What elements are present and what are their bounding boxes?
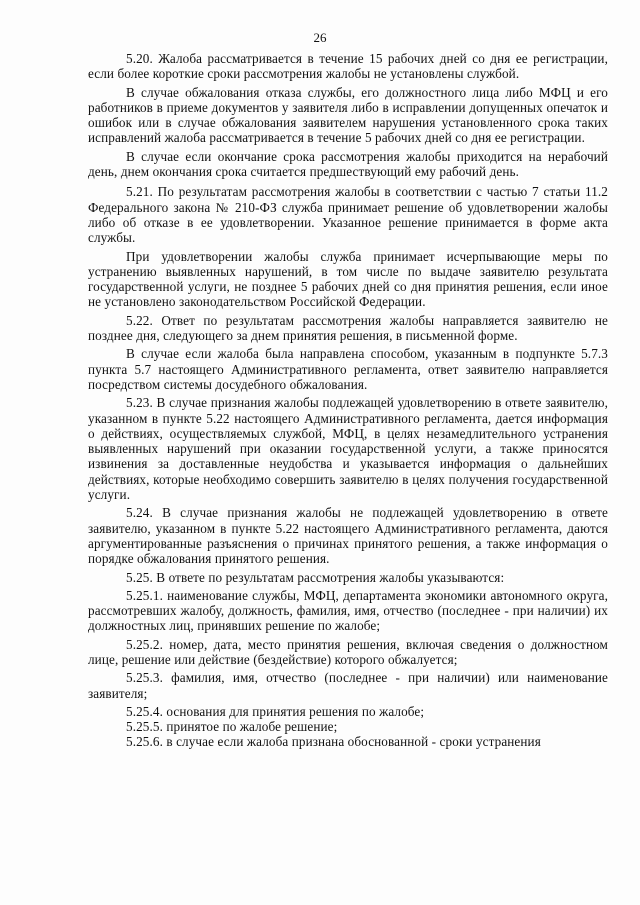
paragraph-5-25-6: 5.25.6. в случае если жалоба признана обоснованной - сроки устранения — [126, 734, 541, 750]
paragraph-5-23: 5.23. В случае признания жалобы подлежащей удовлетворению в ответе заявителю, указанном в пункте 5.22 настоящего Административного регламента, дается информация о действиях, осуществляемых службой, МФЦ, в целях незамедлительного устранения выявленных нарушений при оказании государственной услуги, а также приносятся извинения за доставленные неудобства и указывается информация о дальнейших действиях, которые необходимо совершить заявителю в целях получения государственной услуги. — [88, 395, 608, 503]
paragraph-5-21-satisfaction: При удовлетворении жалобы служба принимает исчерпывающие меры по устранению выявленных нарушений, в том числе по выдаче заявителю результата государственной услуги, не позднее 5 рабочих дней со дня принятия решения, если иное не установлено законодательством Российской Федерации. — [88, 248, 608, 310]
paragraph-5-22: 5.22. Ответ по результатам рассмотрения жалобы направляется заявителю не позднее дня, следующего за днем принятия решения, в письменной форме. — [88, 312, 608, 344]
paragraph-5-25-2: 5.25.2. номер, дата, место принятия решения, включая сведения о должностном лице, решение или действие (бездействие) которого обжалуется; — [88, 636, 608, 667]
paragraph-5-24: 5.24. В случае признания жалобы не подлежащей удовлетворению в ответе заявителю, указанном в пункте 5.22 настоящего Административного регламента, даются аргументированные разъяснения о причинах принятого решения, а также информация о порядке обжалования принятого решения. — [88, 505, 608, 567]
paragraph-5-22-system: В случае если жалоба была направлена способом, указанным в подпункте 5.7.3 пункта 5.7 настоящего Административного регламента, ответ заявителю направляется посредством системы досудебного обжалования. — [88, 346, 608, 392]
paragraph-5-20: 5.20. Жалоба рассматривается в течение 15 рабочих дней со дня ее регистрации, если более короткие сроки рассмотрения жалобы не установлены службой. — [88, 51, 608, 82]
paragraph-5-20-nonworking-day: В случае если окончание срока рассмотрения жалобы приходится на нерабочий день, днем окончания срока считается предшествующий ему рабочий день. — [88, 148, 608, 180]
page-number: 26 — [313, 30, 327, 45]
paragraph-5-20-appeal-refusal: В случае обжалования отказа службы, его должностного лица либо МФЦ и его работников в приеме документов у заявителя либо в исправлении допущенных опечаток и ошибок или в случае обжалования заявителем нарушения установленного срока таких исправлений жалоба рассматривается в течение 5 рабочих дней со дня ее регистрации. — [88, 84, 608, 146]
paragraph-5-25-5: 5.25.5. принятое по жалобе решение; — [126, 719, 338, 735]
paragraph-5-21: 5.21. По результатам рассмотрения жалобы в соответствии с частью 7 статьи 11.2 Федерального закона № 210-ФЗ служба принимает решение об удовлетворении жалобы либо об отказе в ее удовлетворении. Указанное решение принимается в форме акта службы. — [88, 184, 608, 246]
paragraph-5-25-3: 5.25.3. фамилия, имя, отчество (последнее - при наличии) или наименование заявителя; — [88, 670, 608, 701]
paragraph-5-25-1: 5.25.1. наименование службы, МФЦ, департамента экономики автономного округа, рассмотревших жалобу, должность, фамилия, имя, отчество (последнее - при наличии) их должностных лиц, принявших решение по жалобе; — [88, 587, 608, 634]
paragraph-5-25-4: 5.25.4. основания для принятия решения по жалобе; — [126, 703, 425, 719]
document-body — [88, 51, 608, 750]
paragraph-5-25: 5.25. В ответе по результатам рассмотрения жалобы указываются: — [126, 569, 505, 585]
